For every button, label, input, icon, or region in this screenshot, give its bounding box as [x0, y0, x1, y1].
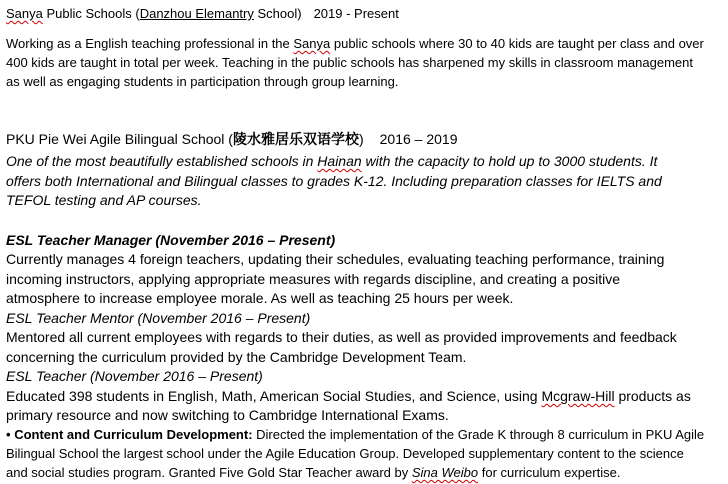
- sanya-para-line-2: 400 kids are taught in total per week. Teaching in the public schools has sharpened my skills in classroom management: [6, 55, 693, 70]
- pku-heading: PKU Pie Wei Agile Bilingual School (陵水雅居乐双语学校) 2016 – 2019: [6, 131, 458, 147]
- pku-chinese-name: 陵水雅居乐双语学校: [232, 131, 359, 147]
- sanya-para-line-3: as well as engaging students in participation through group learning.: [6, 74, 399, 89]
- role-manager-line-3: atmosphere to increase employee morale. As well as teaching 25 hours per week.: [6, 290, 514, 306]
- role-mentor-title: ESL Teacher Mentor (November 2016 – Present): [6, 310, 311, 326]
- role-teacher-line-2: primary resource and now switching to Cambridge International Exams.: [6, 407, 449, 423]
- bullet-glyph: •: [6, 427, 11, 442]
- bullet-label: Content and Curriculum Development:: [14, 427, 253, 442]
- sanya-branch-name: Danzhou Elemantry: [139, 6, 254, 21]
- bullet-line-1: • Content and Curriculum Development: Directed the implementation of the Grade K through 8 curriculum in PKU Agile: [6, 427, 705, 442]
- sanya-heading: Sanya Public Schools (Danzhou Elemantry School) 2019 - Present: [6, 6, 399, 21]
- pku-desc-line-2: offers both International and Bilingual classes to grades K-12. Including preparation classes for IELTS and: [6, 173, 662, 189]
- bullet-line-3: and social studies program. Granted Five Gold Star Teacher award by Sina Weibo for curriculum expertise.: [6, 465, 621, 480]
- sanya-para-line-1: Working as a English teaching professional in the Sanya public schools where 30 to 40 kids are taught per class and over: [6, 36, 704, 51]
- pku-years: 2016 – 2019: [379, 131, 458, 147]
- role-mentor-line-2: concerning the curriculum provided by the Cambridge Development Team.: [6, 349, 467, 365]
- bullet-line-2: Bilingual School the largest school under the Agile Education Group. Developed supplementary content to the science: [6, 446, 684, 461]
- role-teacher-line-1: Educated 398 students in English, Math, American Social Studies, and Science, using Mcgraw-Hill products as: [6, 388, 691, 404]
- role-manager-title: ESL Teacher Manager (November 2016 – Present): [6, 232, 336, 248]
- sanya-years: 2019 - Present: [313, 6, 399, 21]
- pku-desc-line-3: TEFOL testing and AP courses.: [6, 192, 202, 208]
- role-teacher-title: ESL Teacher (November 2016 – Present): [6, 368, 263, 384]
- role-manager-line-1: Currently manages 4 foreign teachers, updating their schedules, evaluating teaching performance, training: [6, 251, 665, 267]
- role-manager-line-2: incoming instructors, applying appropriate measures with regards discipline, and creating a positive: [6, 271, 620, 287]
- role-mentor-line-1: Mentored all current employees with regards to their duties, as well as provided improvements and feedback: [6, 329, 677, 345]
- pku-desc-line-1: One of the most beautifully established schools in Hainan with the capacity to hold up to 3000 students. It: [6, 153, 658, 169]
- sanya-school-name: Sanya: [6, 6, 43, 21]
- sina-weibo: Sina Weibo: [411, 465, 479, 480]
